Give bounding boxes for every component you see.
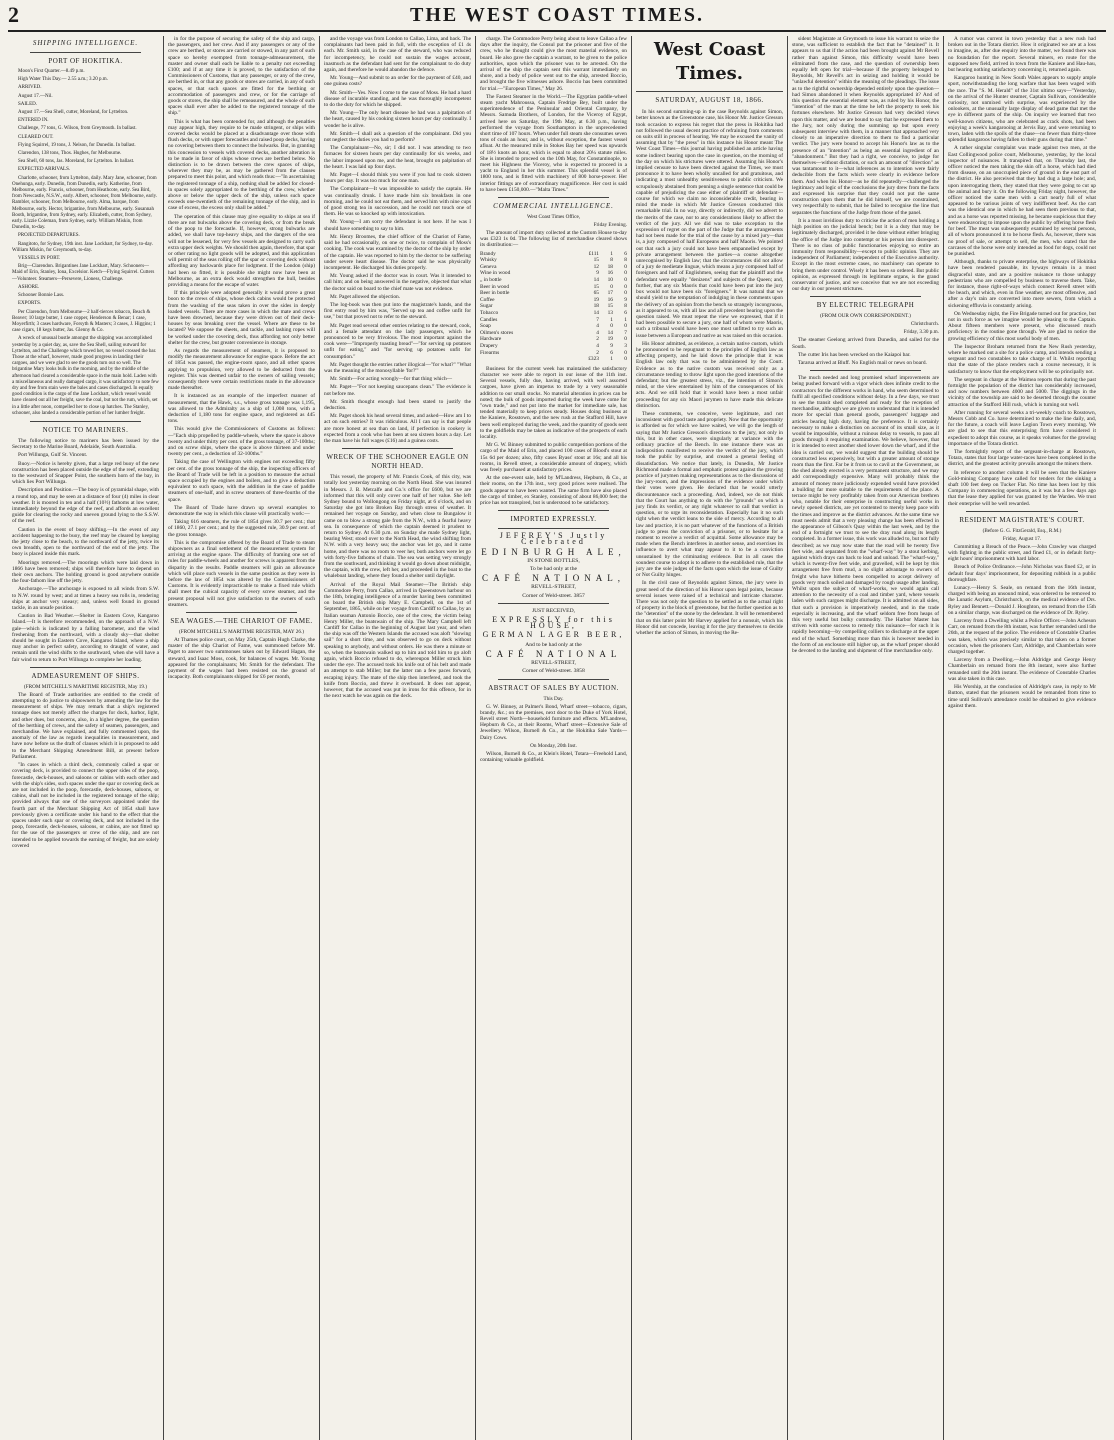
column-6: [788, 36, 944, 1440]
shipping-line: Charlotte, schooner, from Lyttelton, daily. Mary Jane, schooner, from Onehunga, early. Dunedin, from Dunedin, early. Katherine, from Melbourne, early. Francis, schooner, from Heathcote, early. Sea Bird, from Newcastle, N.S.W., early. Albert, schooner, from Melbourne, early. Rambler, schooner, from Melbourne, early. Alma, barque, from Melbourne, early. Hector, brigantine, from Melbourne, early. Susannah Booth, brigantine, from Sydney, early. Elizabeth, cutter, from Sydney, early. Lizzie Coleman, from Sydney, early. William Miskin, from Dunedin, to-day.: [12, 175, 158, 231]
wreck-paragraph: This vessel, the property of Mr. Francis Cook, of this city, was totally lost yesterday morning on the North Head. She was insured in Messrs. J. B. Metcalfe and Co.'s office for £600, but we are informed that this will only cover one half of her value. She left Sydney bound to Wollongong on Friday night, at 6 o'clock, and on Saturday she got into Broken Bay through stress of weather. It remained her voyage on Sunday, and when close to Bungalow it came on to blow a strong gale from the N.W., with a fearful heavy sea. In consequence of which the captain deemed it prudent to return to Sydney. At 6.30 p.m. on Sunday she made Sydney light, bearing West; stood over to the North Head, the wind shifting from N.W. with a very heavy sea; the anchor was let go, and it came home, and there was no room to veer her, both anchors were let go with forty-five fathoms of chain. The sea was setting very strongly from the southward, and thinking it would go down about midnight, the captain, with the crew, left her, and proceeded in the boat to the whaleboat landing, where they found a shelter until daylight.: [324, 474, 471, 580]
court-paragraph: Mr. Henry Broomes, the chief officer of the Chariot of Fame, said he had occasionally, on one or twice, to complain of Moss's cooking. The cook was examined by the doctor of the ship by order of the captain. He was reported to him by the doctor to be suffering under severe heart disease. The doctor said he was physically incompetent. He discharged his duties properly.: [324, 233, 471, 271]
article-paragraph: If this principle were adopted generally it would prove a great boon to the crews of ships, whose deck cabins would be protected from the washing of the seas taken in over the sides in deeply loaded vessels. There are more cases in which the mate and crews have been drowned, because they were driven out of their deck-houses by seas breaking over the vessel. Where are these to be located? We suppose the sheets, and tackle, and lashing ropes will be worked under the covering deck, thus affording not only better shelter for the crew, but greater convenience in storage.: [168, 290, 315, 346]
court-paragraph: Mr. Paget shook his head several times, and asked—How am I to act on such entries? It was ridiculous. All I can say is that people are more honest at sea than on land, if perfection in cookery is expected from a cook who has been at sea sixteen hours a day. Let the man have his full wages (£16) and a guinea costs.: [324, 413, 471, 444]
telegraph-paragraph: The steamer Geelong arrived from Dunedin, and sailed for the South.: [792, 337, 939, 350]
leader-paragraph: In his second summing-up in the case Reynolds against Simon, better known as the Greenstone case, his Honor Mr. Justice Gresson took occasion to express his regret that the press in Hokitika had not followed the usual decent practice of refraining from comments on suits still in process of hearing. We may be excused the vanity of assuming that by "the press" in this instance his Honor meant The West Coast Times—this journal having published an article having some indirect bearing upon the case in question, on the morning of the day on which his strictures were uttered. Assuming his Honor's implied censure to have been directed against the Times, we must pronounce it to have been wholly uncalled for and gratuitous, and indicating a most unhealthy sensitiveness to public criticism. We scrupulously abstained from penning a single sentence that could be capable of prejudicing the case either of plaintiff or defendant—course for which we claim no inconsiderable credit, bearing in mind the mode in which Mr Justice Gresson conducted this remarkable trial. In no way, directly or indirectly, did we advert to the merits of the case, nor to any considerations likely to affect the verdict of the jury. All we did was to take exception to the expression of regret on the part of the Judge that the arrangements had not been made for the trial of the cause by a mixed jury—that is, a jury composed of half Europeans and half Maoris. We pointed out that such a jury could not have been empannelled except by private arrangement between the parties—a course altogether unrecognised by English law; that the circumstances did not allow of a jury de medietate linguæ, which means a jury composed half of foreigners and half of Englishmen, seeing that the plaintiff and the defendant were equally "denizens" and subjects of the Queen; and, further, that any six Maoris that could have been put into the jury box would not have been six "foreigners." It was natural that we should yield to the temptation of indulging in these comments upon the delivery of an opinion from the bench so strangely incongruous, as it appeared to us, with all law and all precedent bearing upon the question raised. We must repeat the view we expressed, that if it had been possible to secure a jury, one half of whom were Maoris, such a tribunal would have been one most unfitted to try such an issue between a European and native as was raised on this occasion.: [636, 109, 783, 339]
local-news: [792, 375, 939, 654]
shipping-line: High Water This Day.— 2.55 a.m.; 3.20 p.m.: [18, 77, 108, 83]
shipping-line: Sea Shell, 60 tons, Jas. Moreland, for Lyttelton. In ballast.: [18, 159, 135, 165]
telegraph-place: Christchurch.: [910, 321, 939, 328]
article-paragraph: Taking 616 steamers, the rule of 1854 gives 30.7 per cent.; that of 1860, 27.1 per cent.; and by the suggested rule, 30.9 per cent. of the gross tonnage.: [168, 519, 315, 538]
shipping-line: PROJECTED DEPARTURES.: [18, 233, 80, 239]
article-paragraph: It is instanced as an example of the imperfect manner of measurement, that the Hawk, s.s., whose gross tonnage was 1,195, was allowed to the Admiralty as a ship of 1,008 tons, with a deduction of 1,180 tons for engine space, and registered as 445 tons.: [168, 393, 315, 425]
news-items: [480, 36, 627, 193]
shipping-line: ARRIVED.: [18, 85, 42, 91]
article-continuation: [168, 36, 315, 608]
admeasurement-heading: ADMEASUREMENT OF SHIPS.: [31, 671, 140, 680]
notice-heading: NOTICE TO MARINERS.: [42, 425, 129, 434]
court-paragraph: Mr. Young—The only heart disease he had was a palpitation of the heart, caused by his cooking sixteen hours per day continually. I wonder he is alive.: [324, 110, 471, 129]
telegraph-heading: BY ELECTRIC TELEGRAPH: [816, 301, 915, 310]
import-row: Hardware 2 19 0: [480, 336, 627, 343]
advert-edinburgh-ale: JEFFREY'S Justly Celebrated EDINBURGH ALE, IN STONE BOTTLES, To be had only at the CAFÉ NATIONAL, REVELL-STREET, Corner of Weld-street. 3857: [481, 531, 626, 599]
shipping-line: EXPORTS.: [18, 301, 42, 307]
shipping-line: ENTERED IN.: [18, 118, 49, 124]
admeasurement-text: [12, 692, 159, 849]
notice-paragraph: Description and Position.—The buoy is of pyramidal shape, with a round top, and may be seen at a distance of four (4) miles in clear weather. It is moored in ten and a half (10½) fathoms at low water, immediately beyond the edge of the reef, and affords an excellent guide for clearing the rocky and uneven ground lying to the S.S.W. of the reef.: [12, 487, 159, 525]
shipping-line: Flying Squirrel, 19 tons, J. Nelson, for Dunedin. In ballast.: [18, 142, 136, 148]
shipping-line: ASHORE.: [18, 284, 40, 290]
court-case: Larceny from a Dwelling.—John Aldridge and George Henry Chamberlain on remand from the 8th instant, were also further remanded until the 26th instant. The evidence of Constable Charles was also taken in this case.: [948, 657, 1096, 682]
article-paragraph: Taking the case of Wellington with engines not exceeding fifty per cent. of the gross tonnage of the ship, the inspecting officers of the Board of Trade will be left in a position to measure the actual space occupied by the engines and boilers, and to give a deduction equivalent to such space, with the addition in the case of paddle steamers of one-half, and in screw steamers of three-fourths of the space.: [168, 459, 315, 503]
leader-paragraph: sident Magistrate at Greymouth to issue his warrant to seize the stone, was sufficient to establish the fact that he "detained" it. It appears to us that if the action had been brought against Mr Revell rather than against Simon, this difficulty would have been eliminated from the case, and the question of ownership been equally left open for trial—because if the property belonged to Reynolds, Mr Revell's act in seizing and holding it would be "unlawful detention" within the meaning of the pleadings. The issue as to the rightful ownership depended entirely upon the question—had Simon abandoned it when Reynolds appropriated it? And of this question the essential element was, as ruled by his Honor, the "intention" of the man at the time he left the property to seek his fortunes elsewhere. Mr Justice Gresson had very decided views upon this matter, and we are bound to say that he expressed them to the Jury, not only during the summing up but upon every subsequent interview with them, in a manner that approached very closely to an imperative direction to them to find a particular verdict. The jury were bound to accept his Honor's law as to the presence of an "intention" as being an essential ingredient of an "abandonment." But they had a right, we conceive, to judge for themselves—without dictation, or such an amount of "direction" as was tantamount to it—what inferences as to intention were fairly deducible from the facts which were clearly in evidence before them. And when his Honor—as he did repeatedly—challenged the legitimacy and logic of the conclusions the jury drew from the facts and expressed his surprise that they could not put the same construction upon them that he did himself, we are constrained, very respectfully to submit, that he failed to recognise the line that separates the functions of the Judge from those of the panel.: [792, 36, 939, 216]
import-row: Whisky 15 8 8: [480, 257, 627, 264]
column-1: [8, 36, 164, 1440]
notice-paragraph: Port Willunga, Gulf St. Vincent.: [18, 452, 88, 459]
news-paragraph: The Fastest Steamer in the World.—The Egyptian paddle-wheel steam yacht Mahroussa, Captain Fredrige Bey, built under the superintendence of the Peninsular and Oriental Company, by Messrs. Samuda Brothers, of London, for the Viceroy of Egypt, arrived here on Saturday, the 19th May, at 6.30 p.m., having performed the voyage from Southampton in the unprecedented short time of 107 hours. When under full steam she consumes seven tons of coals an hour, and is, without exception, the fastest vessel afloat. At the measured mile in Stokes Bay her speed was upwards of 18½ knots an hour, which is equal to about 20¼ statute miles. She is intended to proceed on the 10th May, for Constantinople, to meet his Highness the Viceroy, who is expected to proceed in a yacht to England in her this summer. This splendid vessel is of 1800 tons, and is fitted with machinery of 800 horse-power. Her interior fittings are of extraordinary magnificence. Her cost is said to have been £150,000.—"Malta Times.": [480, 93, 627, 193]
commercial-paragraph: Mr G. W. Binney submitted to public competition portions of the cargo of the Maid of Erin, and placed 100 cases of Blood's stout at 15s 6d per dozen; also, fifty cases Byass' stout at 16s; and all his rooms, in Revell street, a considerable amount of drapery, which was freely purchased at satisfactory prices.: [480, 442, 627, 474]
article-paragraph: This is the compromise offered by the Board of Trade to steam shipowners as a final settlement of the measurement system for arriving at the engine space. The difficulty of framing one set of rules for paddle-wheels and another for screws is apparent from the disparity in the results. Paddle steamers will gain an allowance which will place such vessels in the same position as they were in before the law of 1854 was altered by the Commissioners of Customs. It is evidently impracticable to make a fixed rule which shall meet the cubical capacity of every screw steamer, and the present proposal will not give satisfaction to the owners of such steamers.: [168, 539, 315, 608]
dateline: SATURDAY, AUGUST 18, 1866.: [655, 96, 764, 104]
admeasurement-source: (FROM MITCHELL'S MARITIME REGISTER, May 19.): [24, 683, 147, 690]
commercial-date: Friday Evening.: [593, 222, 627, 229]
auction-day: This Day.: [543, 695, 564, 702]
court-paragraph: Mr. Paget—"For not keeping saucepans clean." The evidence is not before me.: [324, 384, 471, 397]
auction-monday-text: Wilson, Burnell & Co., at Klein's Hotel, Totara—Freehold Land, containing valuable goldfield.: [480, 750, 627, 763]
wreck-heading: WRECK OF THE SCHOONER EAGLE ON NORTH HEAD.: [326, 453, 469, 471]
notice-text: [12, 438, 159, 663]
masthead: [8, 0, 1106, 32]
import-row: Coffee 19 16 9: [480, 296, 627, 303]
shipping-line: Schooner Bonnie Lass.: [18, 293, 65, 299]
notice-paragraph: Caution in the event of buoy shifting.—In the event of any accident happening to the buoy, the reef may be cleared by keeping the jetty close to the beach, to the northward of the jetty, twice its own breadth, open to the northward of the end of the jetty. The buoy is placed inside this mark.: [12, 526, 159, 558]
page-number: 2: [8, 2, 19, 27]
newspaper-title: THE WEST COAST TIMES.: [410, 3, 704, 26]
leader-paragraph: It is a most invidious duty to criticise the action of men holding a high position on the judicial bench; but it is a duty that may be legitimately discharged, provided it be done without either bringing the office of the Judge into contempt or his person into disrespect. There is no class of public functionaries enjoying so entire an immunity from responsibility—except to public opinion. They are independent of Parliament; independent of the Executive authority. Except in the most extreme cases, no machinery can operate to bring them under control. Wisely it has been so ordered. But public opinion, as expressed through its legitimate organs, is the grand conservator of justice, and we conceive that we are not exceeding our duty in our present strictures.: [792, 217, 939, 293]
court-case: Breach of Police Ordinance.—John Nicholas was fined £2, or in default four days' imprisonment, for depositing rubbish in a public thoroughfare.: [948, 564, 1096, 583]
auction-heading: ABSTRACT OF SALES BY AUCTION.: [488, 683, 619, 692]
court-case: Larceny from a Dwelling whilst a Police Officer.—John Acheson Carr, on remand from the 8th instant, was further remanded until the 26th, at the request of the police. The evidence of Constable Charles was taken, which was precisely similar to that taken on a former occasion, when the prisoners Carr, Aldridge, and Chamberlain were charged together.: [948, 618, 1096, 656]
court-paragraph: Mr. Paget allowed the objection.: [330, 293, 401, 300]
import-row: Wine in wood 9 16 0: [480, 270, 627, 277]
shipping-line: VESSELS IN PORT.: [18, 256, 61, 262]
local-paragraph: Kangaroo hunting in New South Wales appears to supply ample sport, notwithstanding the long warfare that has been waged with the race. The "S. M. Herald" of the 31st ultimo says—"Yesterday, on the arrival of the Hunter steamer, Captain Sullivan, considerable curiosity, not unmixed with surprise, was experienced by the onlookers, at the unusually large display of dead game that met the eye in different parts of the ship. On inquiry we learned that two well-known citizens, who are celebrated as crack shots, had been enjoying a week's kangarooing at Jervis Bay, and were returning to town, laden with the spoils of the chase—no fewer than thirty-three splendid kangaroos having fallen to their guns during that time.": [948, 75, 1096, 144]
local-paragraph: Although, thanks to private enterprise, the highways of Hokitika have been rendered passable, its byways remain in a most disgraceful state, and are a positive nuisance to those unhappy pedestrians who are compelled by business to traverse them. Take, for instance, those right-of-ways which connect Revell street with the beach, and which, even in fine weather, are most offensive, and after a day's rain are converted into mere sewers, from which a sickening effluvia is constantly arising.: [948, 259, 1096, 309]
local-paragraph: After running for several weeks a tri-weekly coach to Rosstown, Messrs Cobb and Co. have determined to make the line daily, and, for the future, a coach will leave Legion Town every morning. We are glad to see that this enterprising firm have considered it expedient to adopt this course, as it speaks volumes for the growing importance of the Totara district.: [948, 409, 1096, 447]
imported-heading: IMPORTED EXPRESSLY.: [510, 515, 597, 524]
court-paragraph: The Complainant—No, sir; I did not. I was attending to two furnaces for sixteen hours per day continually for six weeks, and the labor imposed upon me, and the heat, brought on palpitation of the heart. I was laid up four days.: [324, 145, 471, 170]
sea-wages-source: (FROM MITCHELL'S MARITIME REGISTER, MAY 26.): [179, 629, 304, 636]
import-row: Candles 7 1 1: [480, 316, 627, 323]
court-paragraph: Mr. Smith—Yes. Now I come to the case of Moss. He had a hard disease of incurable standing, and he was thoroughly incompetent to do the duty for which he shipped.: [324, 89, 471, 109]
leader-paragraph: In the civil case of Reynolds against Simon, the jury were in great need of the direction of his Honor upon legal points, because several issues were raised of a technical and intricate character. There was not only the question to be settled as to the actual right of property in the block of greenstone, but the further question as to the "detention" of the stone by the defendant. It will be remembered that on this latter point Mr Harvey applied for a nonsuit, which his Honor did not concede, leaving it for the jury themselves to decide whether the action of Simon, in moving the Re-: [636, 580, 783, 637]
import-row: Beer in wood 15 0 0: [480, 283, 627, 290]
leader-paragraph: These comments, we conceive, were legitimate, and not inconsistent with good taste and propriety. Now that the opportunity is afforded us for which we have waited, we will go the length of saying that Mr Justice Gresson's directions to the jury, not only in this, but in other cases, were singularly at variance with the ordinary practice of the Bench. In one instance there was an indisposition manifested to receive the verdict of the jury, which took the public by surprise, and created a general feeling of dissatisfaction. We notice that lately, in Dunedin, Mr Justice Richmond made a formal and emphatic protest against the growing practice of jurymen making representations as to the discussions of the jury-room, and the impressions of the evidence under which their votes were given. He declared that he would utterly discountenance such a proceeding. And, indeed, we do not think that the Court has anything to do with the "grounds" on which a jury finds its verdict, or any right whatever to call that verdict in question, or to urge its reconsideration. Especially has it no such right when the verdict leans to the side of mercy. According to all law and practice, it is no part whatever of the functions of a British judge to press the conviction of a prisoner, or to hesitate for a moment to receive a verdict of acquittal. Some allowance may be made when the Bench interferes in another sense, and exercises its influence to avert what may appear to it to be a conviction unsustained by the criminating evidence. But in all cases the soundest course to adopt is to adhere to the established rule, that the jury are the sole judges of the facts upon which the issue of Guilty or Not Guilty hinges.: [636, 410, 783, 579]
wreck-text: [324, 474, 471, 699]
court-paragraph: The Complainant—It was impossible to satisfy the captain. He was continually drunk. I have made him six breakfasts in one morning, and he could not eat them, and served him with nine cups of good strong tea in succession, and he could not touch one of them. He was so knocked up with intoxication.: [324, 186, 471, 218]
telegraph-source: (FROM OUR OWN CORRESPONDENT.): [820, 313, 911, 320]
auction-monday: On Monday, 20th Inst.: [530, 742, 577, 749]
paper-title: West Coast Times.: [653, 39, 766, 84]
court-paragraph: Mr. Young asked if the doctor was in court. Was it intended to call him; and on being answered in the negative, objected that what the doctor said on board to the chief mate was not evidence.: [324, 273, 471, 292]
local-paragraph: The fortnightly report of the sergeant-in-charge at Rosstown, Totara, states that four large water-races have been completed in the district, and the greatest activity prevails amongst the miners there.: [948, 449, 1096, 468]
local-paragraph: In reference to another column it will be seen that the Kaniere Gold-mining Company have called for tenders for the sinking a shaft 100 feet deep on Tucker Flat. No time has been lost by this Company in commencing operations, as it was but a few days ago that the lease they applied for was granted by the Warden. We trust their enterprise will be well rewarded.: [948, 469, 1096, 507]
local-paragraph: The Inspector Broham returned from the New Rush yesterday, where he marked out a site for a police camp, and intends sending a sergeant and two constables to take charge of it. Whilst reporting that the state of the place renders such a course necessary, it is satisfactory to know that the employment will be so principally not.: [948, 343, 1096, 375]
shipping-line: Brig—Clarendon. Brigantines Jane Lockhart, Mary. Schooners—Maid of Erin, Stanley, Iona, Excelsior. Ketch—Flying Squirrel. Cutters—Volunteer. Steamers—Persevere, Lioness, Challenge.: [12, 264, 155, 282]
court-heading: RESIDENT MAGISTRATE'S COURT.: [959, 515, 1085, 524]
court-cases: [948, 544, 1096, 709]
shipping-line: August 17.—Nil.: [18, 93, 53, 99]
commercial-paragraph: Business for the current week has maintained the satisfactory character we were able to report in our issue of the 11th inst. Several vessels, fully due, having arrived, with well assorted cargoes, have given an impetus to trade by a very seasonable addition to our small stocks. No material alteration in prices can be noted; the bulk of goods imported during the week have come for "own trade," and not put into the market for immediate sale, has tended materially to keep prices steady. Houses doing business at the Kaniere, Rosstown, and the new rush at the Stafford Hill, have been well employed during the week, and the quantity of goods sent to the goldfields may be taken as indicative of the prospects of each locality.: [480, 365, 628, 441]
court-date: Friday, August 17.: [1002, 535, 1042, 542]
court-paragraph: Mr. Paget—I should think you were if you had to cook sixteen hours per day. It was too much for one man.: [324, 172, 471, 185]
advert-lager-beer: JUST RECEIVED, EXPRESSLY for this HOUSE, GERMAN LAGER BEER, And to be had only at the CAFÉ NATIONAL REVELL-STREET, Corner of Weld-street. 3858: [482, 607, 625, 675]
admeasurement-paragraph: "In cases in which a third deck, commonly called a spar or covering deck, is provided to connect the upper sides of the poop, forecastle, deck-houses, and saloons or cabins with each other and with the ship's sides, such spaces under the spar or covering deck as are not included in the poop, forecastle, deck-houses, saloons, or cabins, shall not be included in the registered tonnage of the ship; provided always that one of the surveyors appointed under the fourth part of the Merchant Shipping Act of 1854 shall have previously given a certificate under his hand to the effect that the spaces under such spar or covering deck, and not included in the poop, forecastle, deck-houses, saloons, or cabins, are not fitted up for the use of the passengers or crew of the ship, and are not intended to be applied towards the earning of freight, but are solely covered: [12, 762, 159, 849]
import-row: Geneva 12 18 0: [480, 263, 627, 270]
shipping-line: Rangitoto, for Sydney, 19th inst. Jane Lockhart, for Sydney, to-day. William Miskin, for Greymouth, to-day.: [12, 241, 153, 253]
commercial-heading: COMMERCIAL INTELLIGENCE.: [493, 202, 614, 211]
shipping-line: Clarendon, 138 tons, Thos. Hughes, for Melbourne.: [18, 151, 122, 157]
import-duty-total: £323 1 0: [588, 356, 627, 363]
shipping-line: Moon's First Quarter.—8.49 p.m.: [18, 69, 85, 74]
auction-text: G. W. Binney, at Palmer's Bond, Wharf street—tobacco, cigars, brandy, &c.; on the premises, next door to the Duke of York Hotel, Revell street North—household furniture and effects. M'Landress, Hepburn & Co., at their Rooms, Wharf street—Extensive Sale of Jewellery. Wilson, Burnell & Co., at the Hokitika Sale Yards—Dairy Cows.: [480, 703, 627, 741]
article-paragraph: The operation of this clause may give equality to ships at sea if there are not bulwarks above the covering deck, or from the break of the poop to the forecastle. If, however, strong bulwarks are added, we shall have top-heavy ships, and the dangers of the sea will not be lessened, for very few vessels are designed to carry such extra upper deck weights. We should then again, therefore, that spar or other rating no light goods will be adopted, and this application will permit of the seas rolling off the spar or covering deck without affording any backwards place for lodgment. If the London (ship) had been so fitted, it is possible she might now have been at Melbourne, as an extra deck would strengthen the hull, besides providing a means for the escape of water.: [168, 213, 315, 288]
shipping-line: August 17.—Sea Shell, cutter, Moreland, for Lyttelton.: [18, 110, 129, 116]
court-case: Committing a Breach of the Peace.—John Crawley was charged with fighting in the public street, and fined £1, or in default forty-eight hours' imprisonment with hard labor.: [948, 543, 1096, 563]
admeasurement-paragraph: The Board of Trade authorities are entitled to the credit of attempting to do justice to shipowners by amending the law for the measurement of ships. We may remark that a ship's registered tonnage does not merely affect the charges for dock, harbor, light, and other dues, but concerns, also, in a higher degree, the question of the berthing of crews, and the safety of seamen, passengers, and merchandise. We have explained, and fully commented upon, the anomaly of the law as regards inequalities in measurement, and have now before us the draft of clauses which it is proposed to add to the Merchant Shipping Amendment Bill, at present before Parliament.: [12, 691, 159, 760]
shipping-line: EXPECTED ARRIVALS.: [18, 167, 71, 173]
article-paragraph: This is what has been contended for, and although the penalties may appear high, they require to be made stringent, or ships with covered decks would be placed at a disadvantage over those with flush decks, or with upper forecastles and raised poop decks, having no covering between them to connect the bulwarks. But, in granting this concession to vessels with covered decks, another alteration is to be made in favor of ships whose crews are berthed below. No distinction is to be drawn between the crew spaces of ships, wherever they may be, as may be gathered from the clauses prepared to meet this point, and which reads thus:—"In ascertaining the registered tonnage of a ship, nothing shall be added for closed-in spaces solely appropriated to the berthing of the crew, whether above or below the upper deck of the ship, unless such space exceeds one-twentieth of the remaining tonnage of the ship, and in case of excess, the excess only shall be added.": [168, 118, 316, 212]
shipping-line: SAILED.: [18, 101, 38, 107]
notice-paragraph: The following notice to mariners has been issued by the Secretary to the Marine Board, Adelaide, South Australia.: [12, 437, 159, 451]
article-paragraph: As regards the measurement of steamers, it is proposed to modify the measurement allowance for engine space. Before the act of 1854 was passed, the engine-room space, and all other spaces applying to propulsion, very allowed to be deducted from the register. This was deemed unfair to the owners of sailing vessels; consequently there were certain restrictions made in the allowance made thereafter.: [168, 347, 315, 392]
local-paragraph: A rumor was current in town yesterday that a new rush had broken out in the Totara district. How it originated we are at a loss to imagine, as, after due enquiry into the matter, we found there was no foundation for the report. Several miners, en route for the supposed new field, arrived in town from the Kaniere and Hau-hau, but hearing nothing satisfactory concerning it, returned again.: [948, 36, 1096, 74]
notice-paragraph: Caution in Bad Weather.—Shelter in Eastern Cove, Kangaroo Island.—It is therefore recommended, on the approach of a N.W. gale—which is indicated by a falling barometer, and the wind freshening from the northward, with a cloudy sky—that shelter should be sought in Eastern Cove, Kangaroo Island, where a ship may anchor in perfect safety, according to draught of water, and remain until the wind shifts to the southward, when she will have a fair wind to return to Port Willunga to complete her loading.: [12, 613, 159, 663]
column-2: [164, 36, 320, 1440]
court-case: His Worship, at the conclusion of Aldridge's case, in reply to Mr Button, stated that the prisoners would be remanded from time to time until Sullivan's attendance could be obtained to give evidence against them.: [948, 684, 1096, 709]
court-paragraph: Mr. Young—I am sorry the defendant is not here. If he was I should have something to say to him.: [324, 219, 471, 232]
notice-paragraph: Anchorage.—The anchorage is exposed to all winds from S.W. to N.W. round by west; and at times a heavy sea rolls in, rendering ships at anchor very uneasy; and, unless well found in ground tackle, in an unsafe position.: [12, 586, 159, 612]
wreck-paragraph: Arrival of the Royal Mail Steamer—The British ship Commodore Perry, from Callao, arrived in Queenstown harbour on the 18th, bringing intelligence of a murder having been committed on board the British ship Mary E. Campbell, on the 1st of September, 1865, while on her voyage from Cardiff to Callao, by an Italian seaman Antonio Boccio, one of the crew, the victim being Henry Miller, the boatswain of the ship. The Mary Campbell left Cardiff for Callao in the beginning of August last year, and when the ship was off the Western Islands the accused was aloft "slowing sail" for a short time, and was observed to go on deck without speaking to anybody, and without orders. He was there a minute or so, when the boatswain walked up to him and told him to go aloft again, which Boccio refused to do, whereupon Miller struck him under the eye. The accused took his knife out of his belt and made an attempt to stab Miller; but the latter ran a few paces forward, escaping injury. The mate of the ship then interfered, and took the knife from Boccio, and threw it overboard. It does not appear, however, that the accused was put in irons for this offence, for in the next watch he was again on the deck.: [324, 581, 471, 700]
court-paragraph: Mr. Smith—I shall ask a question of the complainant. Did you not neglect the duties you had to perform?: [324, 130, 471, 144]
import-row: Brandy £111 1 6: [480, 250, 627, 257]
shipping-line: Challenge, 77 tons, G. Wilson, from Greymouth. In ballast.: [18, 126, 137, 132]
court-paragraph: The log-book was then put into the magistrate's hands, and the first entry read by him was, "Served up tea and coffee unfit for use," but that proved not to refer to the steward.: [324, 301, 471, 321]
court-paragraph: Mr. Smith thought enough had been stated to justify the deduction.: [324, 398, 471, 411]
shipping-line: Per Clarendon, from Melbourne—2 half-tierces tobacco, Beach & Beaver; 10 large butter, 1 case copper, Henderson & Benar; 1 case, Moyerfirth; 3 cases hardware, Forsyth & Masters; 3 cases, J. Higgins; 1 case cigars, 18 kegs butter, Jas. Glenny & Co.: [12, 309, 156, 334]
sea-wages-heading: SEA WAGES.—THE CHARIOT OF FAME.: [170, 617, 313, 626]
shipping-line: CLEARED OUT.: [18, 134, 54, 140]
columns: [8, 36, 1106, 1440]
import-row: Soap 4 0 0: [480, 323, 627, 330]
news-paragraph: charge. The Commodore Perry being about to leave Callao a few days after the inquiry, the Consul put the prisoner and five of the crew, who he thought could give the most material evidence, on board. He also gave the captain a warrant, to be given to the police authorities, upon which the prisoner was to be arrested. On the arrival of the ship the captain sent this warrant immediately on shore, and a body of police went out to the ship, arrested Boccio, and brought the five witnesses ashore. Boccio has been committed for trial.—"European Times," May 26.: [480, 36, 627, 92]
commercial-paragraph: At the one-event sale, held by M'Landress, Hepburn, & Co., at their rooms, on the 17th inst., very good prices were realised. The goods appear to have been wanted. The same firm have also placed the cargo of timber, ex Stanley, consisting of about 86,000 feet; the price has not transpired, but is understood to be satisfactory.: [480, 475, 627, 507]
sea-wages-text: At Thames police court, on May 25th, Captain Hugh Clarke, the master of the ship Chariot of Fame, was summoned before Mr. Paget to answer two summonses taken out by Edward Hagan, the steward, and Isaac Moss, cook, for balances of wages. Mr. Young appeared for the complainants; Mr. Smith for the defendant. The payment of the wages had been resisted on the ground of incapacity. Both complainants shipped for £6 per month,: [168, 637, 315, 681]
column-4: [476, 36, 632, 1440]
import-row: Drapery 4 9 3: [480, 343, 627, 349]
column-3: [320, 36, 476, 1440]
court-paragraph: Mr. Paget thought the entries rather illogical—"for what?" "What was the meaning of the monosyllable 'for?'": [324, 361, 471, 374]
telegraph-paragraph: The cutter Iris has been wrecked on the Kaiapoi bar.: [798, 351, 911, 358]
article-paragraph: This would give the Commissioners of Customs as follows:—"Each ship propelled by paddle-wheels, where the space is above twenty and under thirty per cent. of the gross tonnage, of 37-100ths; and on screw ships, where the space is above thirteen and under twenty per cent., a deduction of 32-100ths.": [168, 426, 315, 458]
import-row: „ in bottle 14 10 0: [480, 277, 627, 284]
import-row: Tobacco 14 13 6: [480, 310, 627, 317]
commercial-office: West Coast Times Office,: [526, 214, 581, 221]
court-paragraph: Mr. Smith—For acting wrongly—for that thing which—: [330, 376, 453, 383]
import-duty-table: [480, 251, 627, 363]
notice-paragraph: Moorings removed.—The moorings which were laid down in 1866 have been removed; ships will therefore have to depend on their own anchors. The holding ground is good anywhere outside the four-fathom line off the jetty.: [12, 559, 159, 585]
article-paragraph: The Board of Trade have drawn up several examples to demonstrate the way in which this clause will practically work:—: [168, 504, 315, 518]
court-paragraph: Mr. Young—And submit to an order for the payment of £40, and one guinea costs?: [324, 75, 471, 88]
commercial-intro: The amount of import duty collected at the Custom House to-day was £323 1s 0d. The following list of merchandise cleared shows its distribution:—: [480, 230, 627, 249]
leading-article-continued: [792, 36, 939, 292]
court-report: [324, 36, 471, 444]
import-row: Firearms 2 6 0: [480, 349, 627, 356]
article-paragraph: in for the purpose of securing the safety of the ship and cargo, the passengers, and her crew. And if any passengers or any of the crew are berthed, or stores are carried or stowed, in any part of such space so hereby exempted from tonnage-admeasurement, the master and owner shall each be liable to a penalty not exceeding £100; and if at any time it is proved, to the satisfaction of the Commissioners of Customs, that any passenger, or any of the crew, are berthed in, or that any goods or stores are carried, in any of such spaces, or that such spaces are fitted for the berthing or accommodation of passengers and crew, or for the carriage of goods or stores, the ship shall be remeasured, and the whole of such spaces shall ever after be added to the registered tonnage of the ship.": [168, 36, 315, 117]
shipping-lines: [12, 69, 159, 417]
shipping-line: A wreck of unusual bustle amongst the shipping was accomplished yesterday by a quiet day, as, save the Sea Shell, sailing outward for Lyttelton, and the Challenge which towed her, no vessel crossed the bar. Those at the wharf, however, made good progress in landing their cargoes, and we were glad to see the goods turn out so well. The brigantine Mary looks bulk in the morning, and by the middle of the afternoon had cleared a considerable space in the main hold. Laden with a miscellaneous and really damaged cargo, it was satisfactory to note few dry and free from stain were the bales and cases discharged. In equally good condition is the cargo of the Jane Lockhart, which vessel would have cleared out all her freight, save the coal, but not the rum, which, set in a little after noon, compelled her to close up hatches. The Stanley, schooner, also landed a considerable portion of her lumber freight.: [12, 336, 159, 416]
leader-paragraph: His Honor admitted, as evidence, a certain native custom, which he pronounced to be repugnant to the principles of English law as affecting property, and he laid down the principle that it was English law only that was to be administered by the Court. Evidence as to the native custom was received only as a circumstance tending to throw light upon the good intentions of the defendant; but the greatest stress, viz., the intention of Simon's mind, or the view entertained by him of the consequences of his acts. And we still hold that it would have been a most unfair proceeding for any six Maori jurymen to have made this delicate distinction.: [636, 340, 783, 409]
telegraph-paragraph: Tararua arrived at Bluff. No English mail or news on board.: [798, 359, 927, 366]
leading-article: [636, 109, 783, 636]
local-paragraph: The sergeant in charge at the Waimea reports that during the past fortnight the population of the district has considerably increased, and now numbers between 4000 and 5000. The diggings in the vicinity of the township are said to be deserted through the counter attraction of the Stafford Hill rush, which is turning out well.: [948, 376, 1096, 408]
court-case: Lunacy.—Henry S. Seale, on remand from the 16th instant, charged with being an unsound mind, was ordered to be removed to the Lunatic Asylum, Christchurch, on the medical evidence of Drs. Ryley and Bennett.—Donald J. Houghton, on remand from the 15th on a similar charge, was discharged on the evidence of Dr. Ryley.: [948, 585, 1096, 616]
telegraph-text: [792, 337, 939, 366]
telegraph-time: Friday, 3.30 p.m.: [903, 329, 939, 336]
local-paragraph: On Wednesday night, the Fire Brigade turned out for practice, but not in such force as we imagine would be pleasing to the Captain. About fifteen members were present, who discussed much proficiency in the routine gone through. We are glad to notice the growing efficiency of this most useful body of men.: [948, 310, 1096, 342]
import-row: Sugar 18 15 8: [480, 303, 627, 310]
import-row: Beer in bottle 65 17 0: [480, 290, 627, 297]
court-magistrate: (Before G. G. FitzGerald, Esq., R.M.): [982, 527, 1062, 534]
court-paragraph: and the voyage was from London to Callao, Lima, and back. The complainants had been paid in full, with the exception of £1 4s each. Mr. Smith said, in the case of the steward, who was reduced for incompetency, he could not sustain the wages account, inasmuch as the defendant had sent for the complainant to do duty again, and therefore he would abandon the defence.: [324, 36, 471, 74]
local-paragraph: A rather singular complaint was made against two men, at the East Collingwood police court, Melbourne, yesterday, by the local inspector of nuisances. It transpired that, on Thursday last, the officer noticed the men taking the skin off a horse, which had died from disease, on an unoccupied piece of ground in the east part of the district. He also perceived that they had dug a large hole; and, upon interrogating them, they stated that they were going to cut up the animal and bury it. On the following Friday night, however, the officer noticed the same men with a cart nearly full of what appeared to be various joints of very indifferent beef. As the cart was the identical one in which he had seen them previous to that, and as a horse was reported missing, he became suspicious that they were endeavoring to impose upon the public by offering horse flesh for beef. The meat was subsequently examined by several persons, all of whom pronounced it to be horse flesh. As, however, there was no proof of sale, or attempt to sell, the men, who stated that the carcases of the horse were only intended as food for dogs, could not be punished.: [948, 145, 1096, 257]
local-paragraph: The much needed and long promised wharf improvements are being pushed forward with a vigor which does infinite credit to the contractors for the different works in hand, who seem determined to fulfil all specified conditions without delay. In a few days, we trust to see the transit shed completed and ready for the reception of merchandise, although we are given to understand that it is intended more for special than general goods, passengers' luggage and articles bearing high duty, having the preference. It is certainly necessary to make a distinction on account of its small size, as it would be impossible, without a ruinous delay to vessels, to pass all goods through it requiring examination. We believe, however, that it is intended to erect another shed lower down the wharf, and if the idea is carried out, we would suggest that the building should be constructed less expensively, but with a greater amount of storage room than the first. Far be it from us to cavil at the Government, as the shed already erected is a very permanent structure, and we may add correspondingly expensive. Many will probably think the amount of money more judiciously expended would have provided a building far more suitable to the requirements of the place. A terrace might be very profitably taken from our American brethren who, notable for their enterprise in constructing useful works in newly opened districts, are yet contented to merely keep pace with the times and improve as the district advances. At the same time we must needs admit that a very pleasing change has been effected in the appearance of Gibson's Quay within the last week, and by the end of a fortnight we trust to see the dray road along its length completed. In a former issue, this work was alluded to, but not fully described; as we may now state that the road will be twenty five feet wide, and separated from the "wharf-way" by a stout kerbing, against which drays can back to load and unload. The "wharf-way," which is twenty-five feet wide, and gravelled, will be kept by this arrangement free from mud, a no slight advantage to owners of freight who have hitherto been compelled to accept delivery of goods very much soiled and damaged by rough usage after landing. Whilst upon the subject of wharf-works, we would again call attention to the necessity of a coal and timber yard, where vessels laden with such cargoes might discharge. It is admitted on all sides, that such a provision is imperatively needed, and in the trade especially is increasing, and the wharf seldom free from heaps of this very useful but bulky commodity. The Harbor Master has striven with some success to remedy this nuisance—for such it is rapidly becoming—by compelling colliers to discharge at the upper end of the wharf. Something more than this is however needed in the form of an enclosure still higher up, as the wharf proper should be devoted to the landing and shipment of fine merchandise only.: [792, 375, 939, 655]
court-paragraph: Mr. Paget read several other entries relating to the steward, cook, and a female attendant on the lady passengers, which he pronounced to be very frivolous. The most important against the cook were—"Improperly toasting bread"—"for serving up potatoes unfit for eating," and "for serving up potatoes unfit for consumption.": [324, 322, 471, 360]
column-5: [632, 36, 788, 1440]
shipping-heading: SHIPPING INTELLIGENCE.: [32, 39, 139, 47]
column-7: [944, 36, 1100, 1440]
import-row: Oilmen's stores 4 14 7: [480, 329, 627, 336]
notice-paragraph: Buoy.—Notice is hereby given, that a large red buoy of the new construction has been placed outside the edge of the reef, extending to the westward of Snapper Point, the southern horn of the bay, in which lies Port Willunga.: [12, 460, 159, 486]
local-items: [948, 36, 1096, 507]
port-heading: PORT OF HOKITIKA.: [48, 57, 123, 65]
commercial-text: [480, 366, 627, 506]
